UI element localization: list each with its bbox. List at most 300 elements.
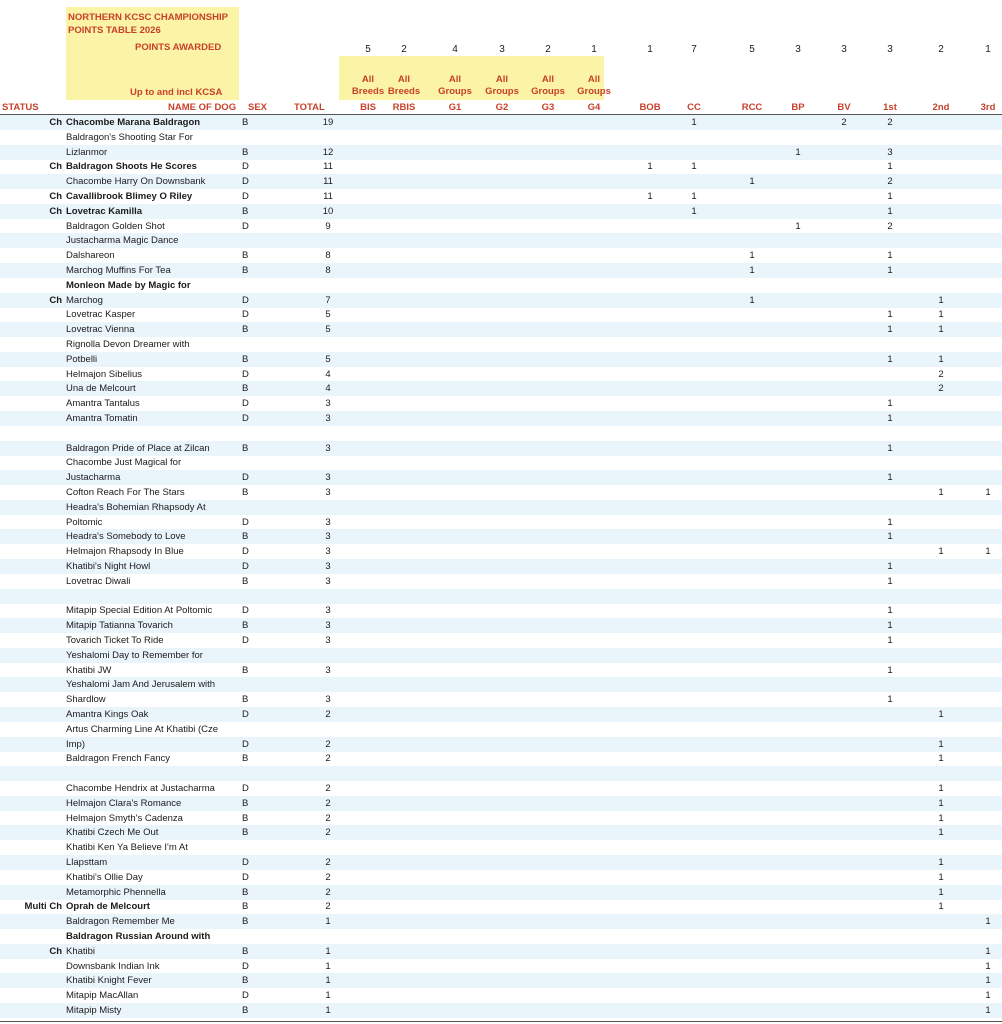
dog-total: 5 (325, 324, 331, 336)
award-third: 1 (985, 960, 991, 972)
table-row (0, 396, 1002, 411)
dog-sex: B (242, 886, 249, 898)
award-first: 2 (887, 176, 893, 188)
group-header (572, 74, 616, 98)
dog-sex: D (242, 605, 249, 617)
table-row (0, 796, 1002, 811)
column-header-g1: G1 (448, 102, 462, 113)
points-value: 2 (938, 44, 944, 55)
dog-sex: D (242, 309, 249, 321)
dog-total: 2 (325, 857, 331, 868)
dog-total: 2 (325, 871, 331, 883)
points-value: 2 (401, 44, 407, 55)
dog-total: 5 (325, 353, 331, 365)
award-second: 1 (938, 738, 944, 750)
dog-name: Rignolla Devon Dreamer with (66, 339, 190, 350)
group-header-line-1: All (495, 74, 509, 85)
dog-sex: B (242, 117, 249, 128)
dog-total: 3 (325, 531, 331, 543)
dog-name: Khatibi (66, 945, 96, 957)
award-first: 1 (887, 442, 893, 454)
table-row (0, 766, 1002, 781)
award-cc: 1 (691, 205, 697, 217)
dog-sex: B (242, 383, 249, 395)
dog-name: Khatibi Czech Me Out (66, 827, 159, 839)
dog-sex: B (242, 531, 249, 543)
table-row (0, 441, 1002, 456)
dog-name: Artus Charming Line At Khatibi (Cze (66, 723, 219, 735)
table-row (0, 781, 1002, 796)
dog-status: Ch (49, 161, 62, 173)
dog-sex: B (242, 442, 249, 454)
dog-name: Chacombe Marana Baldragon (66, 117, 201, 128)
dog-total: 2 (325, 797, 331, 809)
dog-name: Baldragon French Fancy (66, 753, 171, 765)
dog-sex: B (242, 797, 249, 809)
dog-name: Helmajon Sibelius (66, 368, 143, 380)
table-row (0, 870, 1002, 885)
table-row (0, 352, 1002, 367)
dog-sex: B (242, 250, 249, 262)
dog-total: 2 (325, 901, 331, 913)
group-header-line-1: All (541, 74, 555, 85)
table-row (0, 145, 1002, 160)
table-row (0, 618, 1002, 633)
dog-name: Poltomic (66, 516, 103, 528)
award-bp: 1 (795, 146, 801, 158)
dog-name: Helmajon Clara's Romance (66, 797, 182, 809)
dog-name: Baldragon's Shooting Star For (66, 131, 193, 143)
table-row (0, 307, 1002, 322)
dog-name: Una de Melcourt (66, 383, 136, 395)
dog-sex: B (242, 1005, 249, 1016)
table-row (0, 751, 1002, 766)
table-row (0, 248, 1002, 263)
dog-name: Marchog (66, 294, 103, 306)
award-first: 1 (887, 472, 893, 484)
dog-total: 3 (325, 516, 331, 528)
award-first: 1 (887, 161, 893, 173)
dog-total: 7 (325, 294, 331, 306)
dog-sex: D (242, 709, 249, 720)
dog-name: Amantra Kings Oak (66, 709, 149, 720)
dog-name: Khatibi's Night Howl (66, 561, 151, 572)
dog-total: 9 (325, 220, 331, 232)
dog-name: Baldragon Remember Me (66, 916, 175, 928)
award-bp: 1 (795, 220, 801, 232)
column-header-1st: 1st (883, 102, 897, 113)
dog-sex: B (242, 664, 249, 676)
award-bv: 2 (841, 117, 847, 128)
award-second: 1 (938, 487, 944, 498)
dog-name: Mitapip Tatianna Tovarich (66, 620, 173, 632)
dog-total: 3 (325, 487, 331, 498)
dog-total: 3 (325, 694, 331, 706)
dog-status: Ch (49, 205, 62, 217)
dog-total: 1 (325, 975, 331, 987)
table-row (0, 574, 1002, 589)
dog-sex: D (242, 161, 249, 173)
award-first: 1 (887, 309, 893, 321)
dog-name: Justacharma (66, 472, 121, 484)
dog-total: 12 (322, 146, 334, 158)
group-header (526, 74, 570, 98)
award-cc: 1 (691, 117, 697, 128)
column-header-g3: G3 (541, 102, 555, 113)
dog-name: Yeshalomi Day to Remember for (66, 649, 203, 661)
table-row (0, 381, 1002, 396)
dog-total: 2 (325, 783, 331, 794)
dog-name: Downsbank Indian Ink (66, 960, 160, 972)
title-line-1: NORTHERN KCSC CHAMPIONSHIP (68, 12, 228, 23)
group-header-line-1: All (361, 74, 375, 85)
dog-total: 3 (325, 605, 331, 617)
award-second: 1 (938, 857, 944, 868)
table-row (0, 204, 1002, 219)
dog-name: Monleon Made by Magic for (66, 279, 191, 291)
group-header (382, 74, 426, 98)
award-third: 1 (985, 916, 991, 928)
points-value: 3 (795, 44, 801, 55)
dog-name: Mitapip MacAllan (66, 990, 139, 1002)
table-row (0, 544, 1002, 559)
dog-sex: B (242, 620, 249, 632)
award-cc: 1 (691, 191, 697, 202)
dog-name: Lizlanmor (66, 146, 108, 158)
table-row (0, 973, 1002, 988)
table-row (0, 589, 1002, 604)
dog-name: Dalshareon (66, 250, 115, 262)
dog-name: Mitapip Special Edition At Poltomic (66, 605, 213, 617)
dog-name: Yeshalomi Jam And Jerusalem with (66, 679, 216, 691)
dog-total: 11 (323, 176, 333, 188)
dog-total: 2 (325, 738, 331, 750)
dog-name: Lovetrac Vienna (66, 324, 135, 336)
table-row (0, 515, 1002, 530)
table-row (0, 677, 1002, 692)
dog-sex: D (242, 191, 249, 202)
dog-sex: D (242, 783, 249, 794)
award-first: 1 (887, 694, 893, 706)
table-row (0, 485, 1002, 500)
award-first: 1 (887, 531, 893, 543)
dog-sex: D (242, 546, 249, 558)
award-rcc: 1 (749, 250, 755, 262)
column-header-bob: BOB (639, 102, 661, 113)
dog-sex: D (242, 472, 249, 484)
dog-sex: B (242, 827, 249, 839)
table-row (0, 293, 1002, 308)
dog-total: 4 (325, 383, 331, 395)
award-first: 1 (887, 605, 893, 617)
award-third: 1 (985, 975, 991, 987)
points-value: 1 (647, 44, 653, 55)
dog-total: 1 (325, 1005, 331, 1016)
column-header-cc: CC (687, 102, 701, 113)
dog-total: 2 (325, 709, 331, 720)
dog-total: 3 (325, 546, 331, 558)
table-row (0, 278, 1002, 293)
dog-sex: B (242, 353, 249, 365)
dog-name: Helmajon Smyth's Cadenza (66, 812, 183, 824)
column-header-bis: BIS (360, 102, 376, 113)
points-value: 3 (499, 44, 505, 55)
award-first: 1 (887, 265, 893, 276)
dog-sex: D (242, 738, 249, 750)
dog-total: 3 (325, 620, 331, 632)
award-first: 1 (887, 250, 893, 262)
award-first: 2 (887, 220, 893, 232)
award-third: 1 (985, 945, 991, 957)
table-row (0, 899, 1002, 914)
dog-name: Chacombe Harry On Downsbank (66, 176, 206, 188)
dog-sex: B (242, 487, 249, 498)
points-value: 2 (545, 44, 551, 55)
dog-name: Tovarich Ticket To Ride (66, 635, 164, 646)
dog-name: Mitapip Misty (66, 1005, 122, 1016)
dog-sex: D (242, 857, 249, 868)
award-first: 1 (887, 205, 893, 217)
dog-total: 8 (325, 265, 331, 276)
points-value: 5 (365, 44, 371, 55)
dog-name: Baldragon Pride of Place at Zilcan (66, 442, 210, 454)
dog-name: Cavallibrook Blimey O Riley (66, 191, 193, 202)
dog-total: 3 (325, 398, 331, 410)
award-second: 2 (938, 368, 944, 380)
award-second: 1 (938, 709, 944, 720)
column-header-rcc: RCC (741, 102, 763, 113)
dog-name: Lovetrac Diwali (66, 575, 131, 587)
dog-total: 3 (325, 413, 331, 424)
column-header-total: TOTAL (294, 102, 325, 113)
dog-name: Cofton Reach For The Stars (66, 487, 185, 498)
award-cc: 1 (691, 161, 697, 173)
dog-sex: D (242, 368, 249, 380)
dog-total: 3 (325, 442, 331, 454)
dog-name: Lovetrac Kasper (66, 309, 136, 321)
dog-sex: B (242, 945, 249, 957)
dog-status: Multi Ch (24, 901, 62, 913)
dog-name: Baldragon Russian Around with (66, 931, 211, 942)
dog-sex: D (242, 561, 249, 572)
award-second: 1 (938, 309, 944, 321)
dog-sex: B (242, 753, 249, 765)
table-row (0, 159, 1002, 174)
dog-sex: B (242, 694, 249, 706)
award-first: 1 (887, 353, 893, 365)
points-value: 3 (841, 44, 847, 55)
award-first: 2 (887, 117, 893, 128)
award-rcc: 1 (749, 294, 755, 306)
dog-total: 2 (325, 753, 331, 765)
dog-sex: D (242, 176, 249, 188)
award-second: 1 (938, 812, 944, 824)
dog-status: Ch (49, 191, 62, 202)
dog-total: 11 (323, 161, 333, 173)
dog-sex: D (242, 413, 249, 424)
dog-name: Headra's Bohemian Rhapsody At (66, 501, 206, 513)
dog-name: Shardlow (66, 694, 106, 706)
table-row (0, 914, 1002, 929)
dog-total: 3 (325, 561, 331, 572)
points-value: 4 (452, 44, 458, 55)
award-third: 1 (985, 546, 991, 558)
dog-total: 1 (325, 916, 331, 928)
award-rcc: 1 (749, 265, 755, 276)
dog-total: 8 (325, 250, 331, 262)
column-header-bp: BP (791, 102, 805, 113)
column-header-name-of-dog: NAME OF DOG (168, 102, 237, 113)
table-row (0, 411, 1002, 426)
table-row (0, 855, 1002, 870)
dog-total: 1 (325, 960, 331, 972)
dog-sex: B (242, 575, 249, 587)
table-row (0, 189, 1002, 204)
column-header-rbis: RBIS (392, 102, 416, 113)
award-second: 1 (938, 353, 944, 365)
award-first: 1 (887, 575, 893, 587)
award-second: 1 (938, 797, 944, 809)
table-row (0, 603, 1002, 618)
dog-sex: D (242, 220, 249, 232)
dog-total: 3 (325, 575, 331, 587)
dog-name: Imp) (66, 738, 85, 750)
table-row (0, 115, 1002, 130)
dog-total: 10 (322, 205, 334, 217)
dog-total: 3 (325, 635, 331, 646)
table-row (0, 707, 1002, 722)
table-bottom-divider (0, 1021, 1002, 1022)
table-row (0, 322, 1002, 337)
points-value: 7 (691, 44, 697, 55)
dog-name: Khatibi Ken Ya Believe I'm At (66, 842, 188, 854)
table-row (0, 840, 1002, 855)
table-row (0, 337, 1002, 352)
table-row (0, 944, 1002, 959)
table-row (0, 825, 1002, 840)
award-third: 1 (985, 487, 991, 498)
award-first: 1 (887, 413, 893, 424)
title-line-2: POINTS TABLE 2026 (68, 25, 161, 36)
group-header-line-1: All (397, 74, 411, 85)
award-second: 1 (938, 546, 944, 558)
award-second: 1 (938, 753, 944, 765)
points-value: 1 (985, 44, 991, 55)
award-first: 1 (887, 398, 893, 410)
table-row (0, 929, 1002, 944)
group-header-line-1: All (587, 74, 601, 85)
award-second: 1 (938, 324, 944, 336)
dog-status: Ch (49, 294, 62, 306)
award-first: 1 (887, 324, 893, 336)
award-second: 2 (938, 383, 944, 395)
dog-name: Baldragon Golden Shot (66, 220, 165, 232)
award-first: 1 (887, 191, 893, 202)
table-row (0, 426, 1002, 441)
dog-name: Oprah de Melcourt (66, 901, 150, 913)
group-header-line-1: All (448, 74, 462, 85)
group-header (480, 74, 524, 98)
dog-sex: B (242, 324, 249, 336)
dog-sex: D (242, 960, 249, 972)
table-row (0, 1003, 1002, 1018)
dog-sex: D (242, 516, 249, 528)
award-first: 1 (887, 561, 893, 572)
up-to-label: Up to and incl KCSA (130, 87, 223, 98)
column-header-sex: SEX (248, 102, 268, 113)
table-row (0, 959, 1002, 974)
table-row (0, 633, 1002, 648)
dog-sex: D (242, 871, 249, 883)
table-row (0, 559, 1002, 574)
table-row (0, 455, 1002, 470)
dog-sex: B (242, 975, 249, 987)
dog-total: 2 (325, 827, 331, 839)
table-row (0, 648, 1002, 663)
dog-name: Llapsttam (66, 857, 108, 868)
dog-name: Baldragon Shoots He Scores (66, 161, 197, 173)
dog-sex: D (242, 635, 249, 646)
dog-name: Potbelli (66, 353, 98, 365)
award-second: 1 (938, 783, 944, 794)
award-second: 1 (938, 886, 944, 898)
dog-total: 19 (322, 117, 334, 128)
column-header-status: STATUS (2, 102, 39, 113)
column-header-2nd: 2nd (932, 102, 950, 113)
dog-sex: D (242, 398, 249, 410)
group-header (433, 74, 477, 98)
dog-sex: B (242, 916, 249, 928)
dog-total: 11 (323, 191, 333, 202)
table-row (0, 500, 1002, 515)
dog-status: Ch (49, 945, 62, 957)
dog-name: Chacombe Just Magical for (66, 457, 182, 469)
dog-total: 1 (325, 945, 331, 957)
award-first: 1 (887, 635, 893, 646)
award-second: 1 (938, 294, 944, 306)
group-header-line-2: Breeds (387, 86, 421, 97)
dog-sex: D (242, 990, 249, 1002)
award-bob: 1 (647, 191, 653, 202)
dog-total: 4 (325, 368, 331, 380)
points-value: 3 (887, 44, 893, 55)
column-header-g2: G2 (495, 102, 509, 113)
dog-sex: D (242, 294, 249, 306)
dog-total: 5 (325, 309, 331, 321)
dog-name: Lovetrac Kamilla (66, 205, 143, 217)
table-row (0, 367, 1002, 382)
group-header-line-2: Groups (438, 86, 472, 97)
award-second: 1 (938, 827, 944, 839)
award-bob: 1 (647, 161, 653, 173)
dog-total: 3 (325, 472, 331, 484)
award-first: 1 (887, 620, 893, 632)
group-header-line-2: Breeds (351, 86, 385, 97)
dog-sex: B (242, 901, 249, 913)
table-row (0, 233, 1002, 248)
dog-name: Khatibi's Ollie Day (66, 871, 143, 883)
table-row (0, 885, 1002, 900)
dog-name: Chacombe Hendrix at Justacharma (66, 783, 215, 794)
dog-status: Ch (49, 117, 62, 128)
table-row (0, 130, 1002, 145)
table-row (0, 174, 1002, 189)
award-first: 1 (887, 516, 893, 528)
dog-name: Headra's Somebody to Love (66, 531, 186, 543)
column-header-3rd: 3rd (980, 102, 996, 113)
points-value: 1 (591, 44, 597, 55)
award-second: 1 (938, 901, 944, 913)
